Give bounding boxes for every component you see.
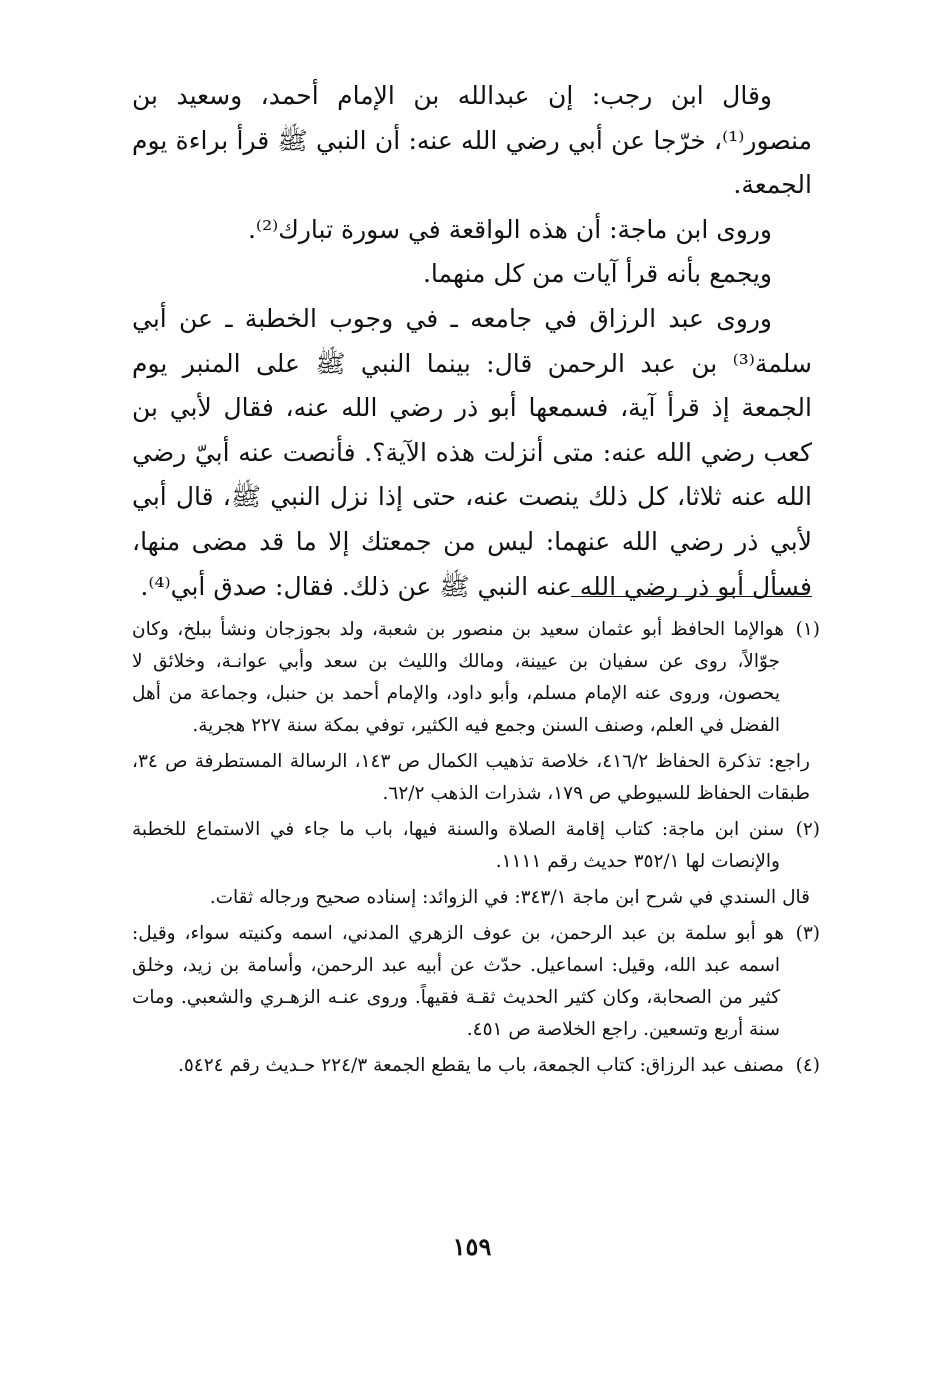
page-number: ١٥٩ [452,1232,492,1261]
footnote-1-reference: راجع: تذكرة الحفاظ ٤١٦/٢، خلاصة تذهيب الكمال ص ١٤٣، الرسالة المستطرفة ص ٣٤، طبقات الحفاظ للسيوطي ص ١٧٩، شذرات الذهب ٦٢/٢. [132,751,810,804]
footnote-number: (٢) [795,819,820,840]
main-paragraph-2: وروى ابن ماجة: أن هذه الواقعة في سورة تبارك⁽²⁾. [247,214,772,244]
footnote-text: مصنف عبد الرزاق: كتاب الجمعة، باب ما يقطع الجمعة ٢٢٤/٣ حـديث رقم ٥٤٢٤. [177,1055,784,1076]
footnote-1 [132,614,820,742]
footnotes [132,614,820,1086]
footnote-number: (١) [795,619,820,640]
footnote-text: هو أبو سلمة بن عبد الرحمن، بن عوف الزهري المدني، اسمه وكنيته سواء، وقيل: اسمه عبد الله، وقيل: اسماعيل. حدّث عن أبيه عبد الرحمن، وأسامة بن زيد، وخلق كثير من الصحابة، وكان كثير الحديث ثقـة فقيهاً. وروى عنـه الزهـري والشعبي. ومات سنة أربع وتسعين. راجع الخلاصة ص ٤٥١. [132,923,784,1040]
footnote-3 [132,918,820,1046]
main-text [132,74,812,609]
footnote-4 [132,1050,820,1082]
main-paragraph-4: وروى عبد الرزاق في جامعه ـ في وجوب الخطبة ـ عن أبي سلمة⁽³⁾ بن عبد الرحمن قال: بينما النبي ﷺ على المنبر يوم الجمعة إذ قرأ آية، فسمعها أبو ذر رضي الله عنه، فقال لأبي بن كعب رضي الله عنه: متى أنزلت هذه الآية؟. فأنصت عنه أبيّ رضي الله عنه ثلاثا، كل ذلك ينصت عنه، حتى إذا نزل النبي ﷺ، قال أبي لأبي ذر رضي الله عنهما: ليس من جمعتك إلا ما قد مضى منها، فسأل أبو ذر رضي الله عنه النبي ﷺ عن ذلك. فقال: صدق أبي⁽⁴⁾. [132,303,812,601]
footnote-divider [571,596,812,597]
footnote-2-reference: قال السندي في شرح ابن ماجة ٣٤٣/١: في الزوائد: إسناده صحيح ورجاله ثقات. [209,887,810,908]
footnote-text: سنن ابن ماجة: كتاب إقامة الصلاة والسنة فيها، باب ما جاء في الاستماع للخطبة والإنصات لها ٣٥٢/١ حديث رقم ١١١١. [132,819,784,872]
footnote-text: هوالإما الحافظ أبو عثمان سعيد بن منصور بن شعبة، ولد بجوزجان ونشأ ببلخ، وكان جوّالاً، روى عن سفيان بن عيينة، ومالك والليث بن سعد وأبي عوانـة، وخلائق لا يحصون، وروى عنه الإمام مسلم، وأبو داود، والإمام أحمد بن حنبل، وجماعة من أهل الفضل في العلم، وصنف السنن وجمع فيه الكثير، توفي بمكة سنة ٢٢٧ هجرية. [132,619,784,736]
footnote-2 [132,814,820,878]
footnote-number: (٤) [795,1055,820,1076]
main-paragraph-3: ويجمع بأنه قرأ آيات من كل منهما. [422,259,772,289]
main-paragraph-1: وقال ابن رجب: إن عبدالله بن الإمام أحمد، وسعيد بن منصور⁽¹⁾، خرّجا عن أبي رضي الله عنه: أن النبي ﷺ قرأ براءة يوم الجمعة. [132,81,812,200]
footnote-number: (٣) [795,923,820,944]
